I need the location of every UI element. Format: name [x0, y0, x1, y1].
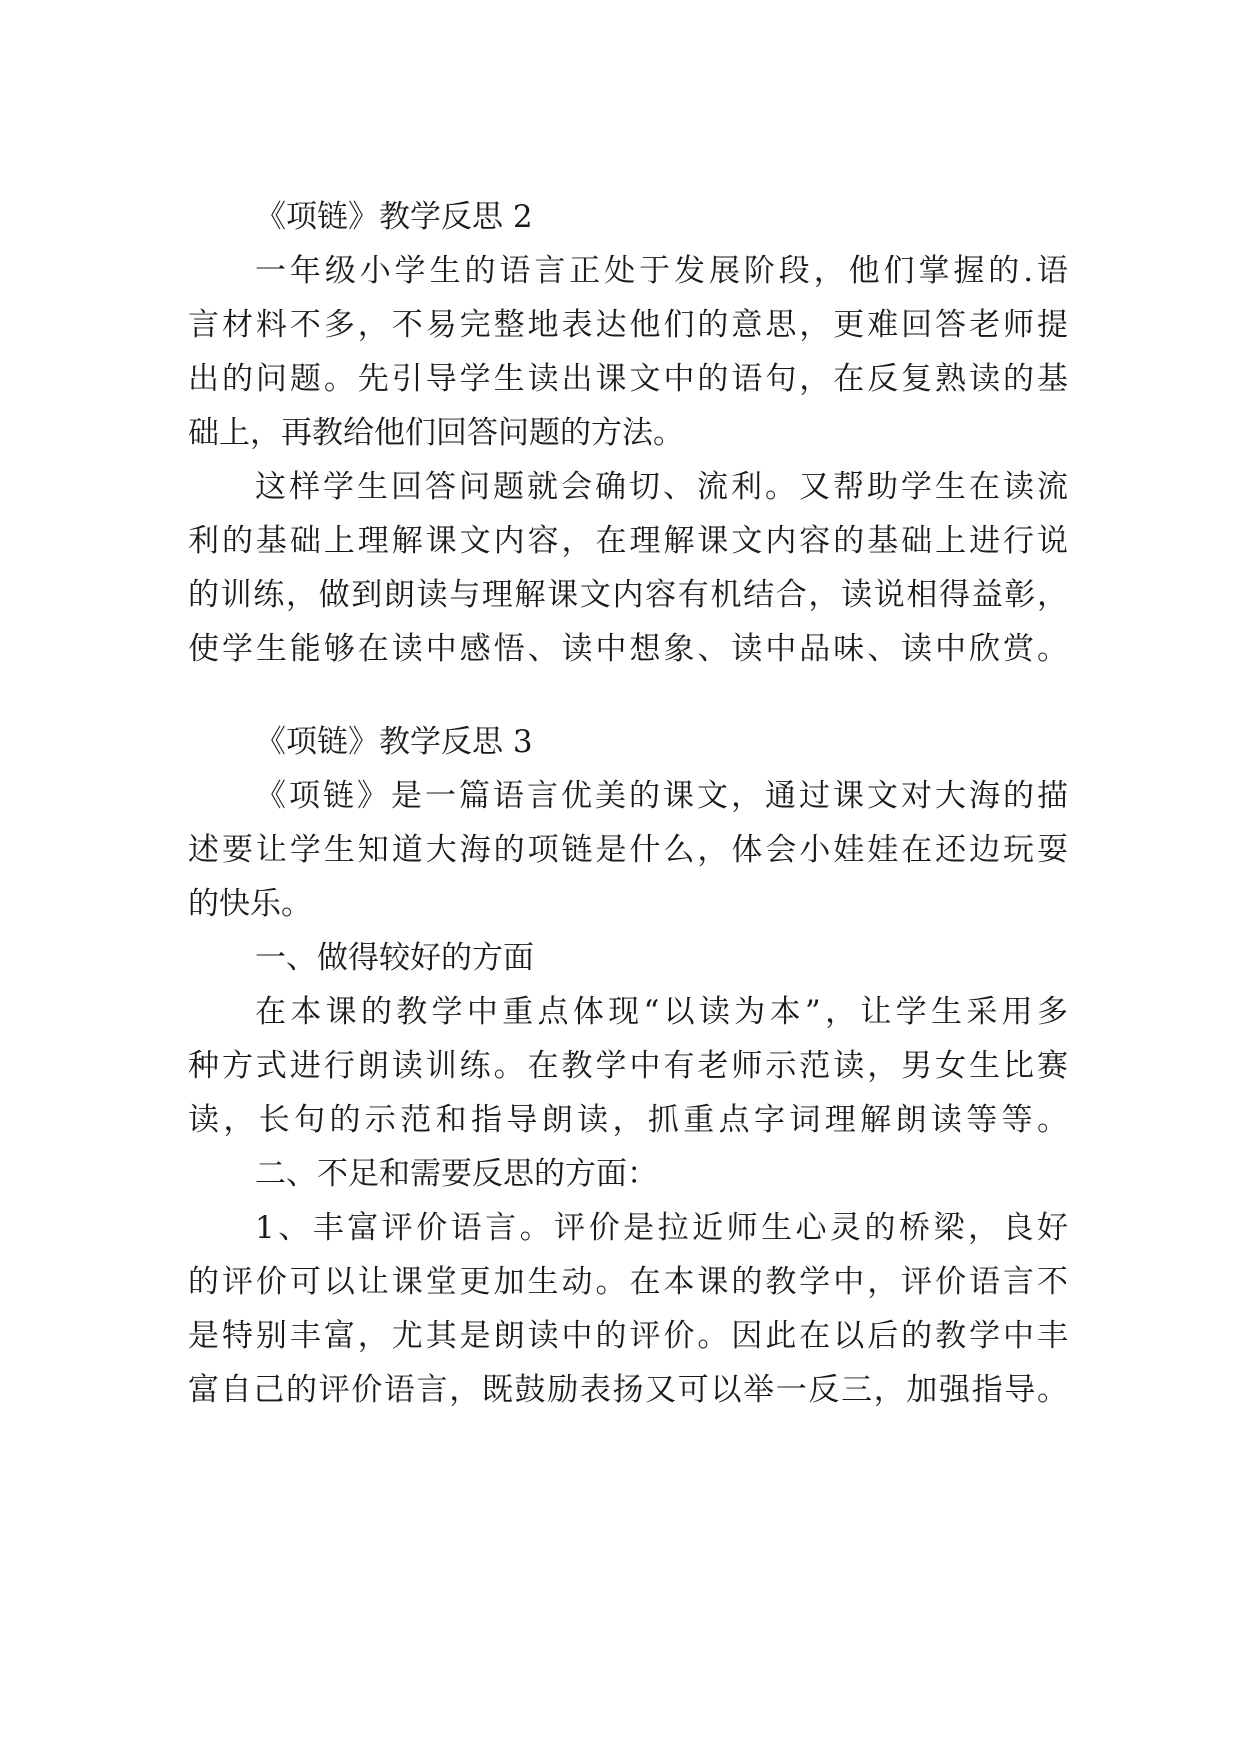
section-3-paragraph-1-line: 述要让学生知道大海的项链是什么，体会小娃娃在还边玩耍: [188, 832, 1068, 868]
section-2-title: 《项链》教学反思 2: [255, 199, 533, 235]
section-3-paragraph-2-line: 在本课的教学中重点体现“以读为本”，让学生采用多: [255, 994, 1068, 1030]
section-3-paragraph-3-line: 1、丰富评价语言。评价是拉近师生心灵的桥梁，良好: [255, 1210, 1068, 1246]
section-3-subheading-1: 一、做得较好的方面: [255, 940, 534, 976]
section-2-paragraph-1-line: 言材料不多，不易完整地表达他们的意思，更难回答老师提: [188, 307, 1068, 343]
section-3-paragraph-3-line: 富自己的评价语言，既鼓励表扬又可以举一反三，加强指导。: [188, 1372, 1068, 1408]
section-3-paragraph-1-line: 的快乐。: [188, 886, 312, 922]
section-2-paragraph-1-line: 一年级小学生的语言正处于发展阶段，他们掌握的.语: [255, 253, 1068, 289]
section-3-paragraph-1-line: 《项链》是一篇语言优美的课文，通过课文对大海的描: [255, 778, 1068, 814]
section-3-paragraph-3-line: 的评价可以让课堂更加生动。在本课的教学中，评价语言不: [188, 1264, 1068, 1300]
section-2-paragraph-1-line: 出的问题。先引导学生读出课文中的语句，在反复熟读的基: [188, 361, 1068, 397]
section-2-paragraph-2-line: 这样学生回答问题就会确切、流利。又帮助学生在读流: [255, 469, 1068, 505]
section-3-paragraph-2-line: 种方式进行朗读训练。在教学中有老师示范读，男女生比赛: [188, 1048, 1068, 1084]
section-3-paragraph-3-line: 是特别丰富，尤其是朗读中的评价。因此在以后的教学中丰: [188, 1318, 1068, 1354]
section-3-title: 《项链》教学反思 3: [255, 724, 533, 760]
section-2-paragraph-1-line: 础上，再教给他们回答问题的方法。: [188, 415, 684, 451]
section-3-paragraph-2-line: 读，长句的示范和指导朗读，抓重点字词理解朗读等等。: [188, 1102, 1068, 1138]
section-3-subheading-2: 二、不足和需要反思的方面：: [255, 1156, 658, 1192]
section-2-paragraph-2-line: 利的基础上理解课文内容，在理解课文内容的基础上进行说: [188, 523, 1068, 559]
section-2-paragraph-2-line: 使学生能够在读中感悟、读中想象、读中品味、读中欣赏。: [188, 631, 1068, 667]
section-2-paragraph-2-line: 的训练，做到朗读与理解课文内容有机结合，读说相得益彰，: [188, 577, 1068, 613]
